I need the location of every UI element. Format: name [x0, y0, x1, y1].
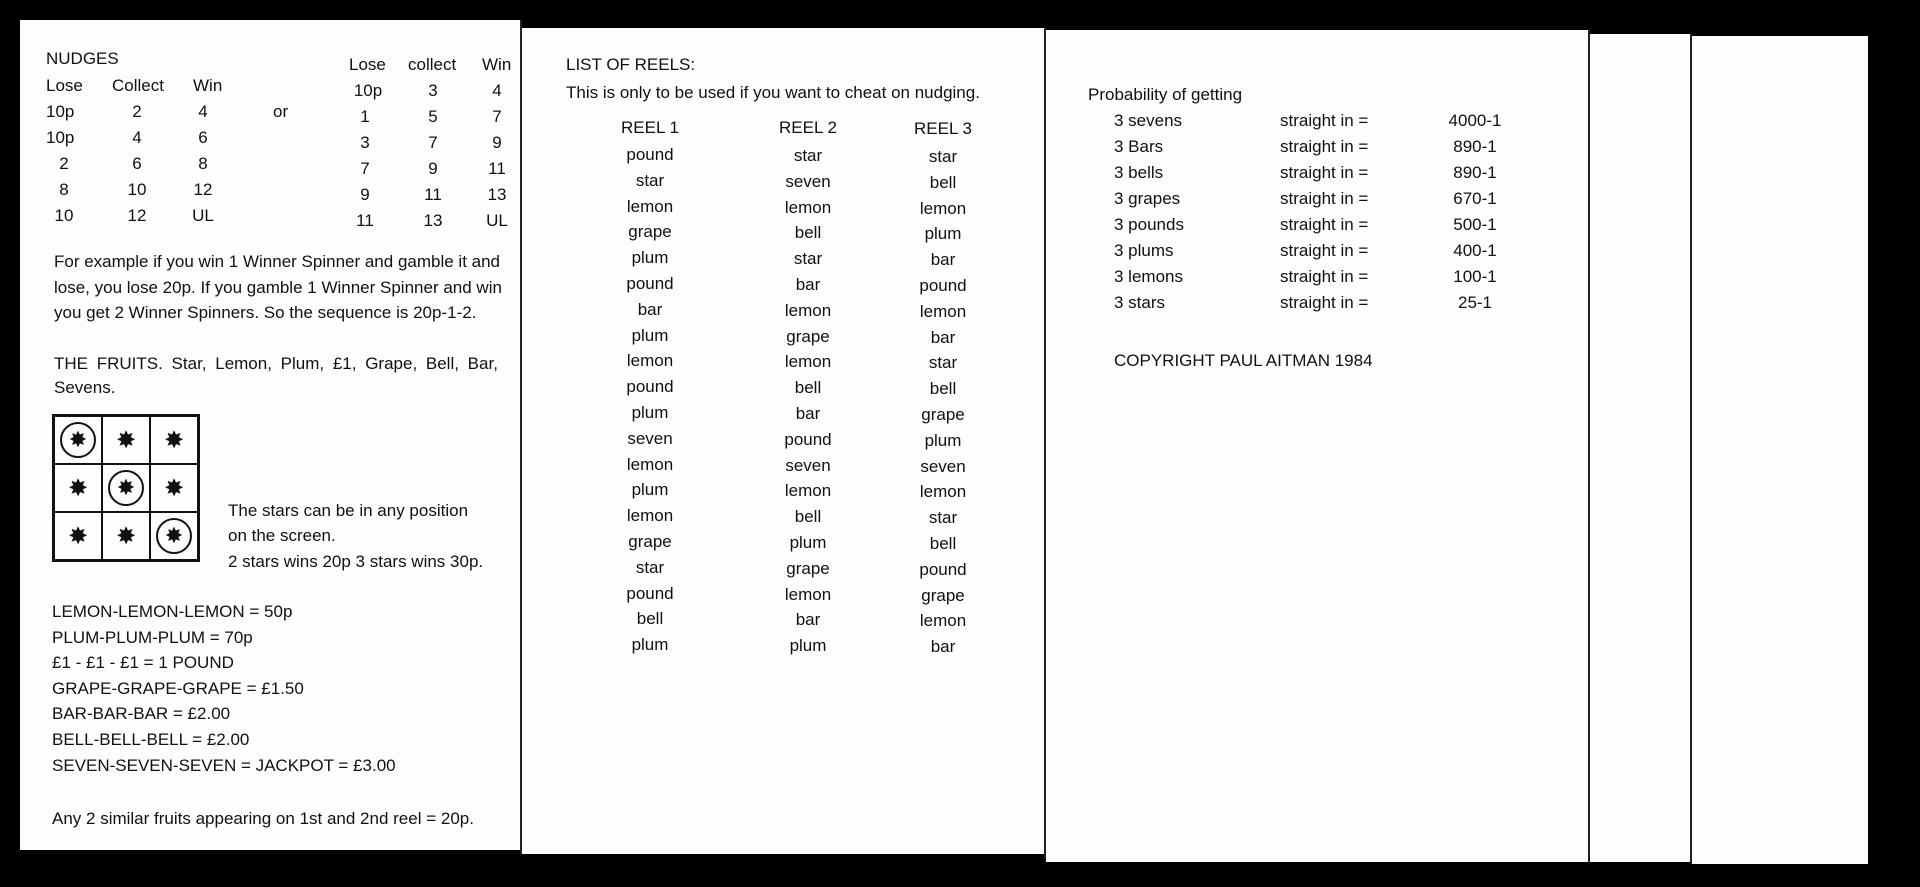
table-cell: 9 [492, 133, 502, 152]
reel-item: pound [626, 145, 674, 164]
strip-panel-1 [1590, 34, 1690, 862]
reel-item: grape [921, 585, 965, 605]
payout-item: LEMON-LEMON-LEMON = 50p [52, 602, 293, 621]
reel-1-header: REEL 1 [621, 118, 679, 137]
grid-cell [150, 464, 198, 512]
table-cell: UL [486, 211, 508, 230]
table-cell: 4 [198, 102, 208, 121]
reel-item: grape [921, 405, 965, 424]
reel-item: bar [795, 404, 821, 423]
reel-item: bar [930, 250, 956, 270]
reel-item: grape [786, 558, 830, 578]
text-line: For example if you win 1 Winner Spinner and gamble it and [54, 252, 501, 271]
any-two-rule: Any 2 similar fruits appearing on 1st and 2nd reel = 20p. [52, 809, 474, 828]
probability-odds: 670-1 [1453, 189, 1497, 208]
reel-item: lemon [784, 481, 832, 501]
reel-item: pound [919, 559, 967, 579]
text-line: THE FRUITS. Star, Lemon, Plum, £1, Grape, Bell, Bar, [54, 354, 498, 373]
probability-item: 3 grapes [1114, 189, 1181, 208]
reel-item: lemon [919, 611, 967, 631]
table-cell: 9 [428, 159, 438, 178]
reel-item: seven [785, 171, 831, 191]
reel-item: grape [786, 326, 830, 346]
table-cell: 1 [360, 107, 370, 126]
text-line: you get 2 Winner Spinners. So the sequence is 20p-1-2. [54, 303, 477, 322]
table-cell: 7 [428, 133, 438, 152]
reel-item: plum [631, 248, 669, 268]
probability-method: straight in = [1280, 189, 1369, 208]
payout-item: SEVEN-SEVEN-SEVEN = JACKPOT = £3.00 [52, 756, 396, 775]
reel-2-header: REEL 2 [779, 118, 837, 137]
table-cell: 3 [360, 133, 370, 152]
probability-method: straight in = [1280, 137, 1369, 156]
reel-item: pound [919, 276, 967, 295]
table-cell: 12 [127, 206, 147, 225]
table-cell: 9 [360, 185, 370, 204]
reel-item: seven [785, 455, 831, 475]
probability-item: 3 sevens [1114, 111, 1183, 130]
probability-item: 3 stars [1114, 293, 1166, 312]
reel-item: lemon [626, 351, 674, 371]
star-icon: ✸ [67, 474, 89, 502]
payout-item: PLUM-PLUM-PLUM = 70p [52, 628, 253, 647]
table-cell: 10p [353, 81, 383, 100]
text-line: lose, you lose 20p. If you gamble 1 Winner Spinner and win [54, 278, 502, 297]
strip-panel-2 [1692, 36, 1868, 864]
table-cell: 6 [198, 128, 208, 147]
fold-line [1690, 34, 1692, 864]
text-line: The stars can be in any position [228, 501, 469, 520]
payout-item: £1 - £1 - £1 = 1 POUND [52, 653, 234, 672]
nudges-right-header-collect: collect [408, 55, 457, 74]
table-cell: 8 [198, 154, 208, 173]
grid-cell [54, 464, 102, 512]
probability-odds: 890-1 [1453, 163, 1497, 182]
table-cell: 11 [488, 159, 506, 178]
grid-cell [150, 512, 198, 560]
table-cell: 11 [424, 185, 442, 204]
reel-item: bar [795, 275, 821, 294]
reel-item: seven [627, 428, 673, 448]
or-label: or [273, 102, 289, 121]
grid-cell [150, 416, 198, 464]
table-cell: 13 [487, 185, 507, 204]
reel-item: lemon [784, 584, 832, 604]
reel-item: plum [631, 403, 669, 422]
grid-cell [102, 512, 150, 560]
reel-item: star [928, 353, 958, 373]
reel-item: seven [920, 456, 966, 476]
table-cell: 10p [46, 102, 75, 121]
reel-item: lemon [626, 196, 674, 216]
probability-odds: 100-1 [1453, 267, 1497, 286]
table-cell: 13 [423, 211, 443, 230]
reel-item: plum [789, 533, 827, 552]
circled-star-icon: ✸ [156, 518, 192, 554]
reel-item: pound [626, 583, 674, 603]
reel-item: star [635, 557, 665, 577]
payout-item: BELL-BELL-BELL = £2.00 [52, 730, 250, 749]
reel-item: lemon [626, 454, 674, 474]
probability-method: straight in = [1280, 215, 1369, 234]
grid-cell [102, 416, 150, 464]
table-cell: 12 [193, 180, 213, 199]
probability-method: straight in = [1280, 267, 1369, 286]
text-line: on the screen. [228, 526, 336, 545]
reel-item: lemon [919, 301, 967, 321]
grid-cell [54, 512, 102, 560]
reel-item: lemon [919, 198, 967, 218]
reel-item: star [635, 170, 665, 190]
probability-method: straight in = [1280, 163, 1369, 182]
reel-item: pound [626, 377, 674, 397]
nudges-left-header-lose: Lose [46, 76, 83, 95]
star-grid [52, 414, 200, 562]
table-cell: 7 [360, 159, 370, 178]
probability-odds: 500-1 [1453, 215, 1497, 234]
text-line: 2 stars wins 20p 3 stars wins 30p. [228, 552, 484, 571]
probability-odds: 4000-1 [1448, 111, 1502, 130]
nudges-heading: NUDGES [46, 49, 119, 68]
reel-item: star [928, 508, 958, 528]
table-cell: 2 [59, 154, 69, 173]
reel-item: bar [930, 637, 956, 657]
nudges-left-header-win: Win [193, 76, 223, 95]
table-cell: 5 [428, 107, 438, 126]
star-icon: ✸ [163, 474, 185, 502]
fold-line [1588, 30, 1590, 862]
fold-line [1044, 28, 1046, 858]
probability-method: straight in = [1280, 293, 1369, 312]
probability-method: straight in = [1280, 111, 1369, 130]
reel-item: pound [626, 274, 674, 293]
reel-item: bell [636, 609, 664, 629]
reel-item: grape [628, 222, 672, 242]
reel-item: plum [631, 325, 669, 345]
reel-item: plum [924, 224, 962, 244]
probability-item: 3 Bars [1114, 137, 1164, 156]
reel-item: grape [628, 532, 672, 551]
probability-odds: 25-1 [1457, 293, 1493, 312]
reel-item: star [928, 147, 958, 166]
table-cell: 4 [132, 128, 142, 147]
probability-item: 3 lemons [1114, 267, 1183, 286]
star-icon: ✸ [115, 522, 137, 550]
probability-heading: Probability of getting [1088, 85, 1243, 104]
reel-3-header: REEL 3 [914, 119, 972, 138]
star-icon: ✸ [67, 522, 89, 550]
grid-cell [54, 416, 102, 464]
reels-subheading: This is only to be used if you want to cheat on nudging. [566, 83, 980, 102]
reels-heading: LIST OF REELS: [566, 55, 696, 74]
payout-item: GRAPE-GRAPE-GRAPE = £1.50 [52, 679, 304, 698]
probability-item: 3 pounds [1114, 215, 1184, 234]
reel-item: bar [930, 327, 956, 347]
reel-item: lemon [784, 197, 832, 217]
table-cell: 10p [46, 128, 75, 147]
reel-item: bell [929, 172, 957, 192]
reel-item: plum [631, 480, 669, 500]
probability-item: 3 bells [1114, 163, 1164, 182]
reel-item: bell [794, 507, 822, 527]
reel-item: bell [929, 379, 957, 399]
reel-item: star [793, 146, 823, 165]
table-cell: UL [192, 206, 214, 225]
table-cell: 3 [428, 81, 438, 100]
nudges-right-header-lose: Lose [349, 55, 386, 74]
reel-item: bell [794, 378, 822, 398]
circled-star-icon: ✸ [60, 422, 96, 458]
probability-odds: 400-1 [1453, 241, 1497, 260]
table-cell: 11 [356, 211, 374, 230]
reel-item: bar [637, 299, 663, 319]
reel-item: lemon [784, 352, 832, 372]
probability-item: 3 plums [1114, 241, 1174, 260]
star-icon: ✸ [163, 426, 185, 454]
text-line: Sevens. [54, 378, 116, 397]
fold-line [520, 20, 522, 854]
table-cell: 7 [492, 107, 502, 126]
reel-item: plum [789, 636, 827, 656]
nudges-right-header-win: Win [482, 55, 512, 74]
table-cell: 10 [54, 206, 74, 225]
table-cell: 8 [59, 180, 69, 199]
table-cell: 4 [492, 81, 502, 100]
reel-item: plum [631, 635, 669, 655]
reel-item: plum [924, 430, 962, 450]
star-icon: ✸ [115, 426, 137, 454]
table-cell: 10 [127, 180, 147, 199]
reel-item: lemon [784, 300, 832, 320]
reel-item: bar [795, 610, 821, 630]
circled-star-icon: ✸ [108, 470, 144, 506]
reel-item: bell [929, 534, 957, 553]
reel-item: lemon [919, 482, 967, 502]
table-cell: 6 [132, 154, 142, 173]
reel-item: star [793, 249, 823, 269]
probability-odds: 890-1 [1453, 137, 1497, 156]
grid-cell [102, 464, 150, 512]
table-cell: 2 [132, 102, 142, 121]
reel-item: bell [794, 223, 822, 243]
reel-item: pound [784, 429, 832, 449]
reel-item: lemon [626, 506, 674, 526]
payout-item: BAR-BAR-BAR = £2.00 [52, 704, 231, 723]
copyright: COPYRIGHT PAUL AITMAN 1984 [1114, 351, 1373, 370]
nudges-left-header-collect: Collect [112, 76, 164, 95]
probability-method: straight in = [1280, 241, 1369, 260]
